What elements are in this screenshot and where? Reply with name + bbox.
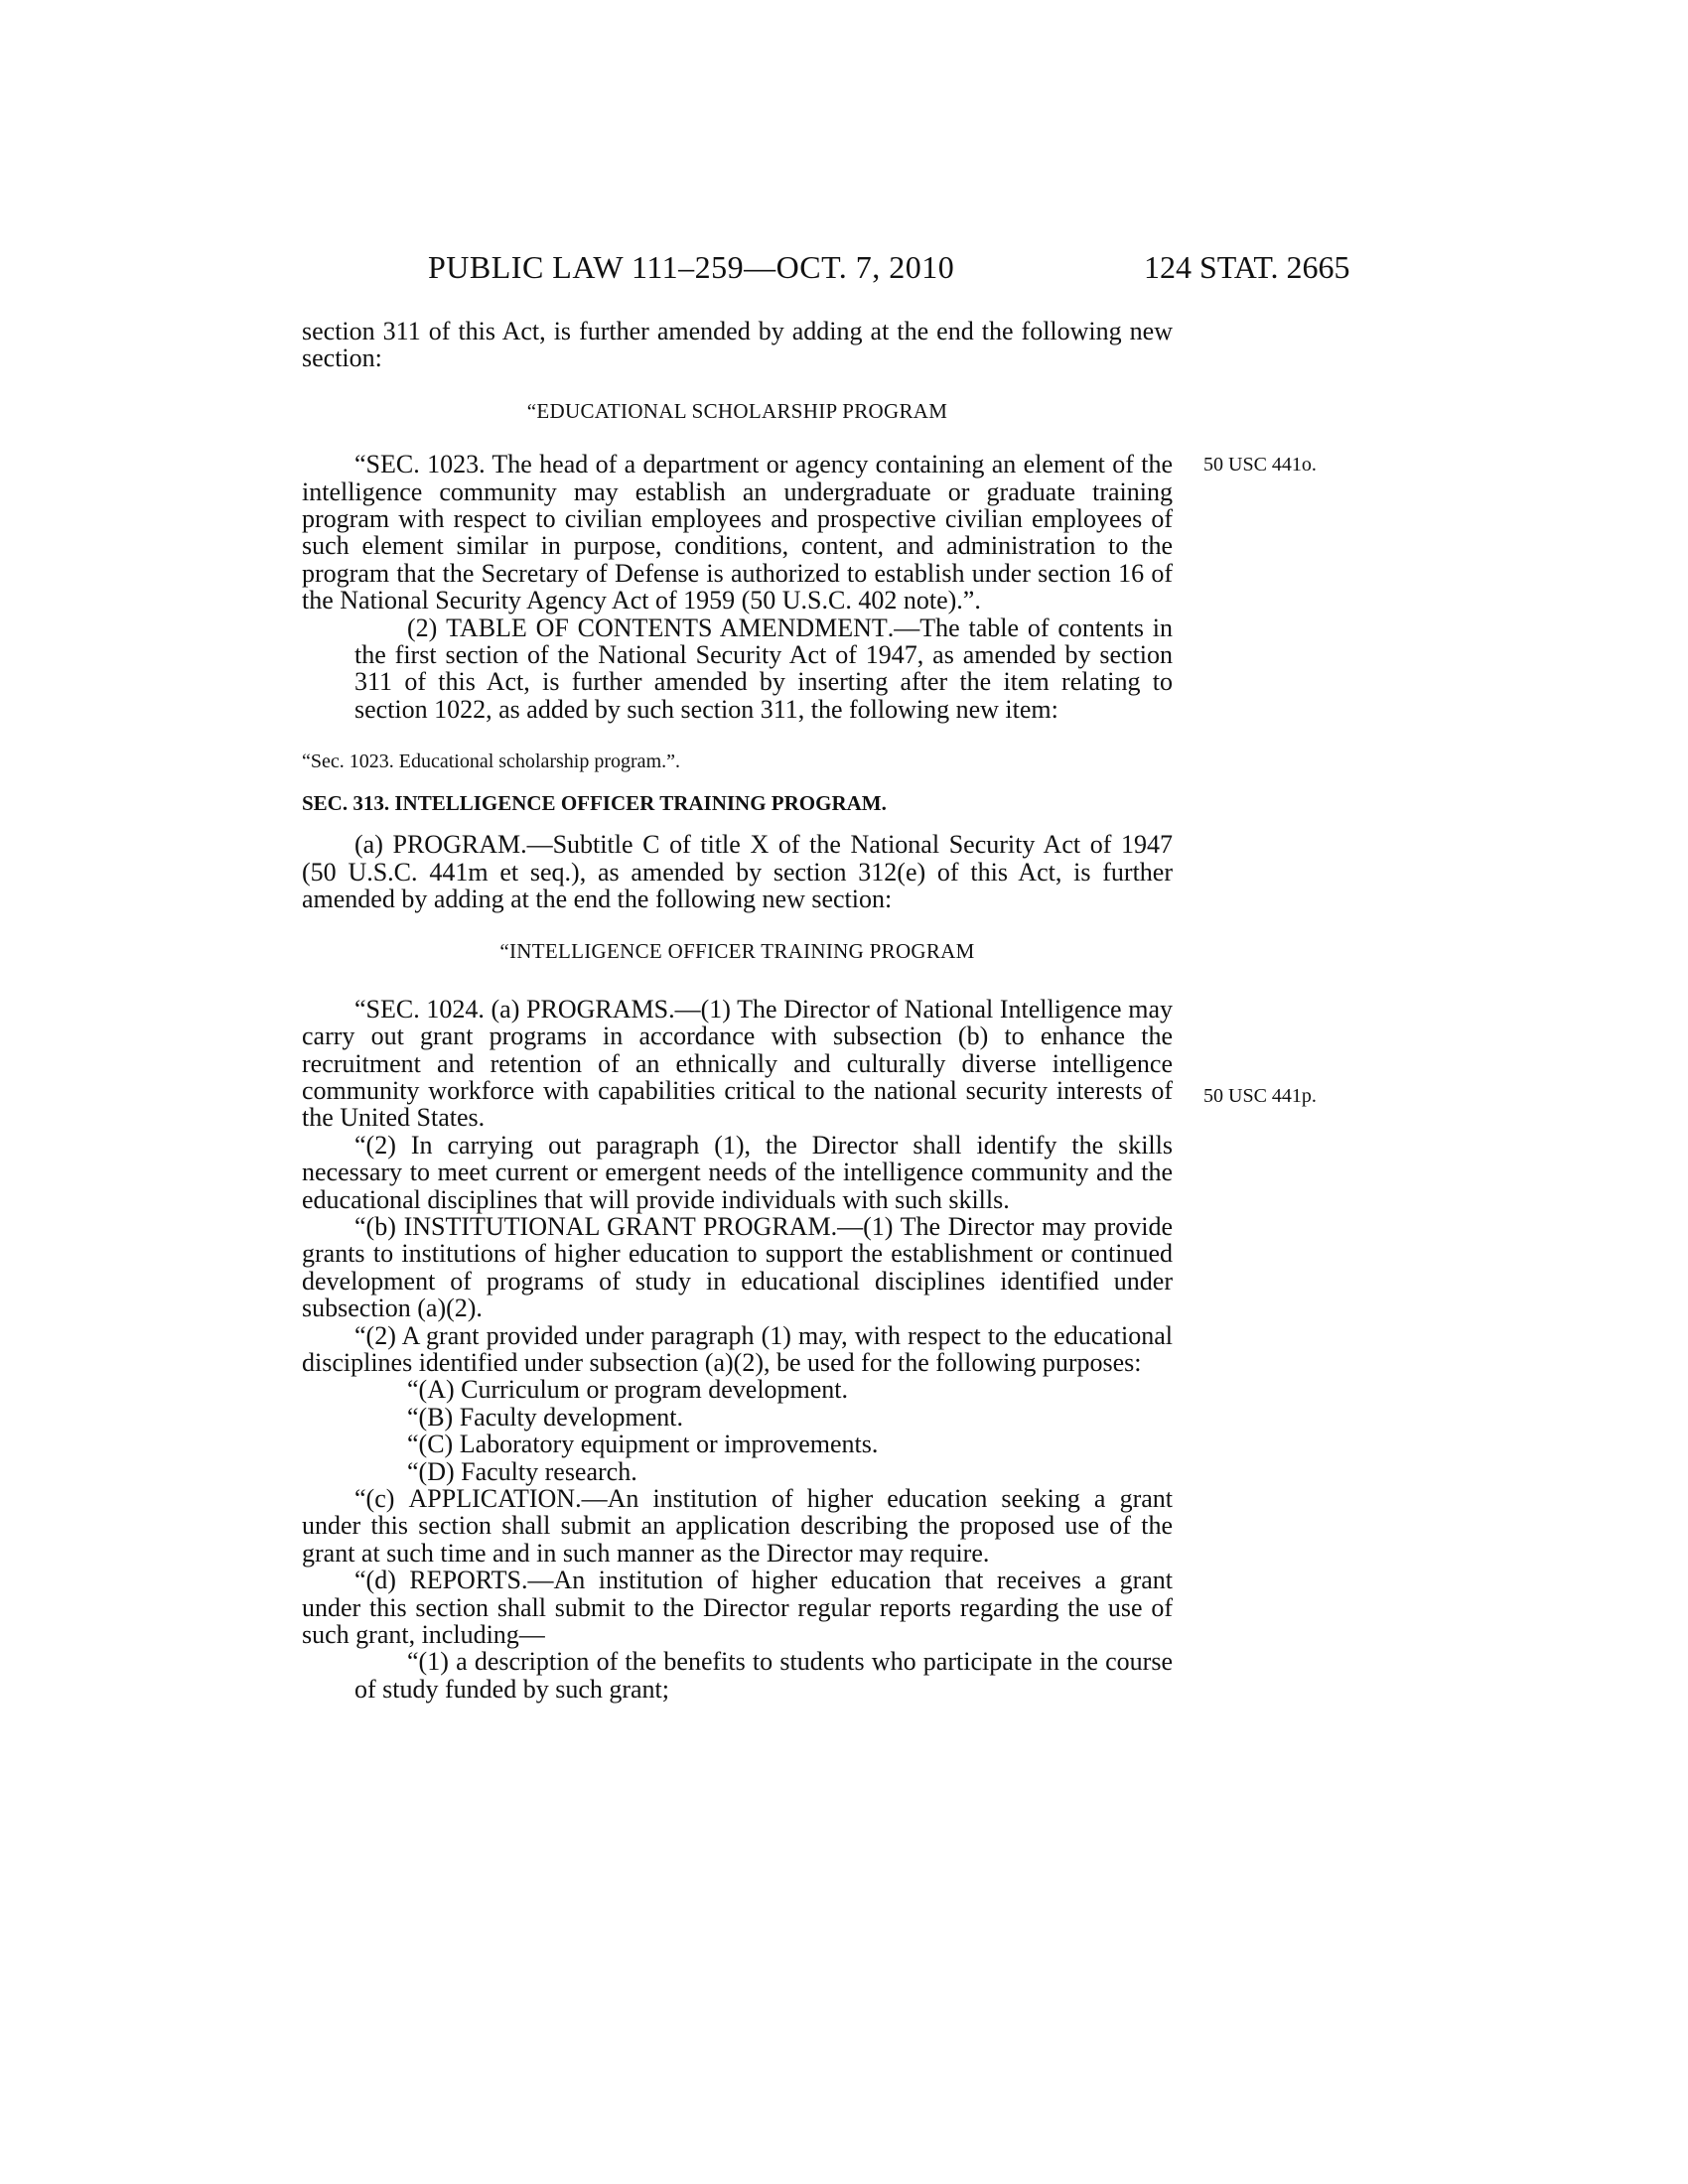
toc-new-item: “Sec. 1023. Educational scholarship program.”. bbox=[302, 751, 680, 773]
heading-intelligence-officer-training-program: “INTELLIGENCE OFFICER TRAINING PROGRAM bbox=[499, 939, 975, 964]
subsection-c-paragraph bbox=[302, 1485, 1173, 1567]
paragraph-a2: “(2) In carrying out paragraph (1), the Director shall identify the skills necessary to meet current or emergent needs of the intelligence community and the educational disciplines that will provide individuals with such skills. bbox=[302, 1130, 1173, 1214]
toc-amendment-number: (2) bbox=[407, 613, 447, 642]
section-1024-lead: “SEC. bbox=[354, 994, 420, 1024]
intro-paragraph: section 311 of this Act, is further amended by adding at the end the following new section: bbox=[302, 317, 1173, 373]
subsection-c-number: “(c) bbox=[354, 1484, 409, 1514]
heading-educational-scholarship-program: “EDUCATIONAL SCHOLARSHIP PROGRAM bbox=[526, 398, 948, 423]
paragraph-d1: “(1) a description of the benefits to students who participate in the course of study funded by such grant; bbox=[354, 1647, 1173, 1704]
subsection-b-number: “(b) bbox=[354, 1211, 404, 1241]
subsection-d-caption: REPORTS bbox=[409, 1566, 521, 1595]
table-of-contents-amendment-paragraph bbox=[302, 614, 1173, 724]
subsection-d-text: .—An institution of higher education that receives a grant under this section shall submit to the Director regular reports regarding the use of such grant, including— bbox=[302, 1566, 1174, 1650]
section-1023-lead: “SEC. bbox=[354, 450, 420, 479]
margin-note-usc-441p: 50 USC 441p. bbox=[1203, 1085, 1317, 1107]
subsection-c-text: .—An institution of higher education seeking a grant under this section shall submit an application describing the proposed use of the grant at such time and in such manner as the Director may require. bbox=[302, 1484, 1173, 1568]
section-1024-number: 1024. (a) bbox=[419, 994, 527, 1024]
toc-amendment-caption: TABLE OF CONTENTS AMENDMENT bbox=[446, 613, 888, 642]
list-item-b2-d: “(D) Faculty research. bbox=[407, 1456, 637, 1486]
subsection-c-caption: APPLICATION bbox=[408, 1484, 576, 1514]
toc-amendment-text: .—The table of contents in the first section of the National Security Act of 1947, as amended by section 311 of this Act, is further amended by inserting after the item relating to section 1022, as added by such section 311, the following new item: bbox=[354, 613, 1173, 724]
running-header-title: PUBLIC LAW 111–259—OCT. 7, 2010 bbox=[428, 249, 955, 285]
body-text bbox=[302, 318, 1173, 1703]
section-1023-paragraph bbox=[302, 451, 1173, 614]
margin-note-usc-441o: 50 USC 441o. bbox=[1203, 454, 1317, 476]
subsection-b-paragraph bbox=[302, 1213, 1173, 1322]
subsection-a-number: (a) bbox=[354, 830, 393, 860]
list-item-b2-a: “(A) Curriculum or program development. bbox=[407, 1375, 849, 1405]
section-1023-text: 1023. The head of a department or agency containing an element of the intelligence community may establish an undergraduate or graduate training program with respect to civilian employees and prospective civilian employees of such element similar in purpose, conditions, content, and administration to the program that the Secretary of Defense is authorized to establish under section 16 of the National Security Agency Act of 1959 (50 U.S.C. 402 note).”. bbox=[302, 450, 1173, 615]
subsection-a-caption: PROGRAM bbox=[392, 830, 521, 860]
running-header-page-number: 124 STAT. 2665 bbox=[1144, 249, 1350, 285]
subsection-a-program-paragraph bbox=[302, 831, 1173, 912]
section-1024-paragraph bbox=[302, 996, 1173, 1132]
subsection-b-caption: INSTITUTIONAL GRANT PROGRAM bbox=[403, 1211, 831, 1241]
list-item-b2-b: “(B) Faculty development. bbox=[407, 1402, 683, 1432]
subsection-d-paragraph bbox=[302, 1567, 1173, 1648]
section-1024-text: .—(1) The Director of National Intelligence may carry out grant programs in accordance with subsection (b) to enhance the recruitment and retention of an ethnically and culturally diverse intelligence community workforce with capabilities critical to the national security interests of the United States. bbox=[302, 994, 1173, 1133]
subsection-d-number: “(d) bbox=[354, 1566, 410, 1595]
list-item-b2-c: “(C) Laboratory equipment or improvements. bbox=[407, 1430, 879, 1459]
section-1024-caption: PROGRAMS bbox=[526, 994, 669, 1024]
paragraph-b2: “(2) A grant provided under paragraph (1) may, with respect to the educational disciplines identified under subsection (a)(2), be used for the following purposes: bbox=[302, 1320, 1173, 1377]
subsection-a-text: .—Subtitle C of title X of the National Security Act of 1947 (50 U.S.C. 441m et seq.), as amended by section 312(e) of this Act, is further amended by adding at the end the following new section: bbox=[302, 830, 1174, 913]
subsection-b-text: .—(1) The Director may provide grants to institutions of higher education to support the establishment or continued development of programs of study in educational disciplines identified under subsection (a)(2). bbox=[302, 1211, 1173, 1323]
section-313-heading: SEC. 313. INTELLIGENCE OFFICER TRAINING PROGRAM. bbox=[302, 790, 887, 815]
